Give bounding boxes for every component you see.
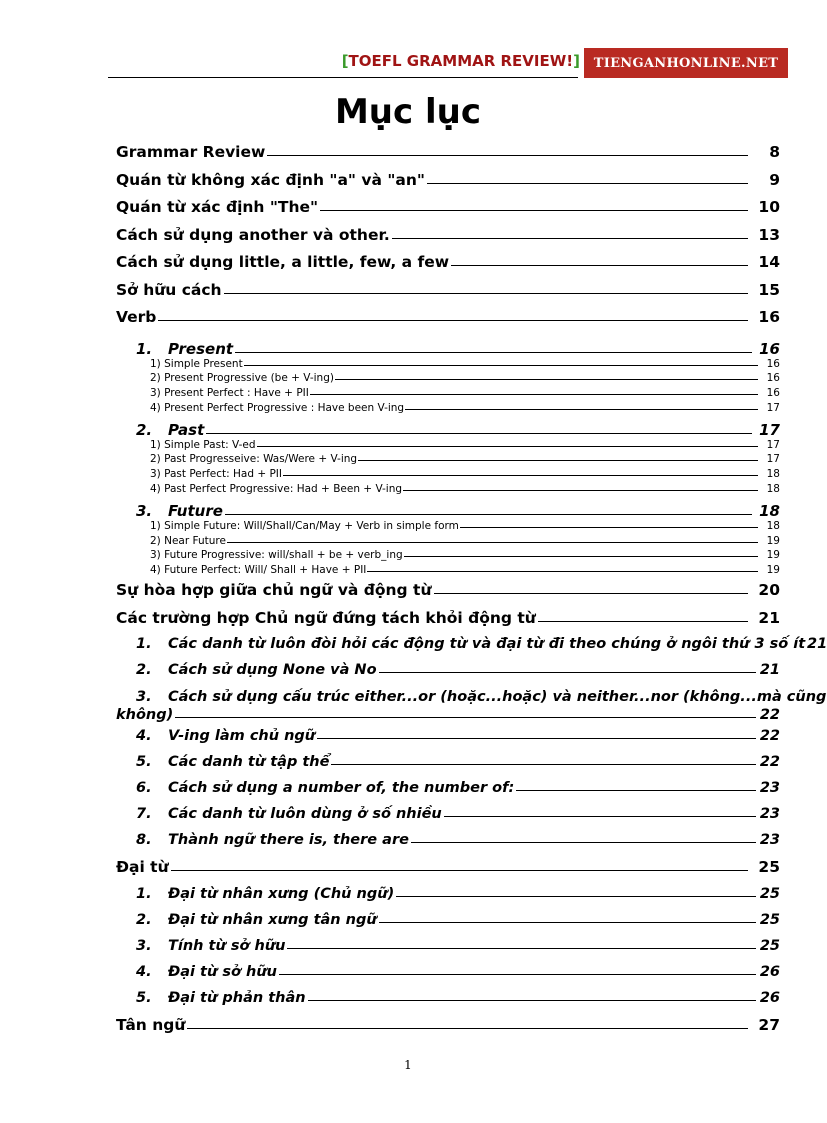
leader-line bbox=[392, 238, 748, 239]
toc-item[interactable]: 2) Past Progresseive: Was/Were + V-ing 17 bbox=[150, 453, 780, 466]
toc-subsection[interactable]: 4. V-ing làm chủ ngữ 22 bbox=[136, 728, 780, 745]
toc-subsection[interactable]: 3. Tính từ sở hữu 25 bbox=[136, 937, 780, 954]
site-badge: TIENGANHONLINE.NET bbox=[584, 48, 788, 78]
toc-entry[interactable]: Sở hữu cách 15 bbox=[116, 280, 780, 299]
leader-line bbox=[335, 379, 758, 380]
leader-line bbox=[331, 764, 756, 765]
leader-line bbox=[516, 790, 756, 791]
toc-subsection[interactable]: 1. Đại từ nhân xưng (Chủ ngữ) 25 bbox=[136, 885, 780, 902]
leader-line bbox=[310, 394, 758, 395]
leader-line bbox=[187, 1028, 748, 1029]
leader-line bbox=[434, 593, 749, 594]
toc-entry[interactable]: Cách sử dụng little, a little, few, a few 14 bbox=[116, 253, 780, 271]
toc-item[interactable]: 1) Simple Present 16 bbox=[150, 357, 780, 370]
toc-entry[interactable]: Sự hòa hợp giữa chủ ngữ và động từ 20 bbox=[116, 581, 780, 600]
toc-item[interactable]: 4) Past Perfect Progressive: Had + Been + V-ing 18 bbox=[150, 483, 780, 496]
leader-line bbox=[225, 514, 752, 515]
toc-item[interactable]: 3) Future Progressive: will/shall + be + verb_ing 19 bbox=[150, 549, 780, 562]
toc-subsection[interactable]: 5. Đại từ phản thân 26 bbox=[136, 989, 780, 1006]
leader-line bbox=[451, 265, 748, 266]
toc-subsection[interactable]: 1. Present 16 bbox=[136, 339, 780, 358]
table-of-contents bbox=[116, 143, 827, 1043]
toc-item[interactable]: 2) Near Future 19 bbox=[150, 534, 780, 547]
toc-subsection[interactable]: 2. Cách sử dụng None và No 21 bbox=[136, 662, 780, 679]
leader-line bbox=[538, 621, 748, 622]
leader-line bbox=[257, 446, 758, 447]
leader-line bbox=[287, 948, 756, 949]
leader-line bbox=[308, 1000, 756, 1001]
header-title: [TOEFL GRAMMAR REVIEW!] bbox=[341, 52, 580, 70]
leader-line bbox=[267, 155, 748, 156]
toc-entry[interactable]: Quán từ xác định "The" 10 bbox=[116, 198, 780, 216]
header-rule bbox=[108, 77, 578, 78]
leader-line bbox=[171, 870, 748, 871]
leader-line bbox=[158, 320, 748, 321]
toc-entry[interactable]: Verb 16 bbox=[116, 308, 780, 326]
toc-entry[interactable]: Các trường hợp Chủ ngữ đứng tách khỏi động từ 21 bbox=[116, 608, 780, 627]
toc-subsection[interactable]: 7. Các danh từ luôn dùng ở số nhiều 23 bbox=[136, 806, 780, 823]
toc-item[interactable]: 1) Simple Past: V-ed 17 bbox=[150, 438, 780, 451]
leader-line bbox=[444, 816, 756, 817]
leader-line bbox=[227, 542, 758, 543]
toc-item[interactable]: 2) Present Progressive (be + V-ing) 16 bbox=[150, 372, 780, 385]
leader-line bbox=[244, 365, 758, 366]
toc-subsection[interactable]: 6. Cách sử dụng a number of, the number of: 23 bbox=[136, 780, 780, 797]
leader-line bbox=[427, 183, 748, 184]
leader-line bbox=[235, 352, 752, 353]
leader-line bbox=[411, 842, 756, 843]
leader-line bbox=[404, 556, 758, 557]
toc-entry[interactable]: Cách sử dụng another và other. 13 bbox=[116, 225, 780, 244]
page-title: Mục lục bbox=[334, 92, 482, 132]
toc-entry[interactable]: Tân ngữ 27 bbox=[116, 1015, 780, 1034]
leader-line bbox=[224, 293, 748, 294]
toc-item[interactable]: 4) Future Perfect: Will/ Shall + Have + PII 19 bbox=[150, 564, 780, 577]
toc-subsection[interactable]: 2. Past 17 bbox=[136, 420, 780, 439]
toc-subsection[interactable]: 2. Đại từ nhân xưng tân ngữ 25 bbox=[136, 911, 780, 928]
leader-line bbox=[358, 460, 758, 461]
leader-line bbox=[317, 738, 756, 739]
toc-entry[interactable]: Quán từ không xác định "a" và "an" 9 bbox=[116, 170, 780, 189]
leader-line bbox=[206, 433, 752, 434]
toc-subsection[interactable]: 1. Các danh từ luôn đòi hỏi các động từ và đại từ đi theo chúng ở ngôi thứ 3 số ít 21 bbox=[136, 636, 827, 653]
toc-subsection[interactable]: 8. Thành ngữ there is, there are 23 bbox=[136, 832, 780, 849]
leader-line bbox=[379, 922, 756, 923]
leader-line bbox=[279, 974, 756, 975]
toc-item[interactable]: 3) Present Perfect : Have + PII 16 bbox=[150, 387, 780, 400]
page-number: 1 bbox=[404, 1058, 412, 1072]
toc-subsection[interactable]: 5. Các danh từ tập thể 22 bbox=[136, 754, 780, 771]
leader-line bbox=[320, 210, 748, 211]
toc-item[interactable]: 4) Present Perfect Progressive : Have been V-ing 17 bbox=[150, 401, 780, 414]
leader-line bbox=[405, 409, 758, 410]
leader-line bbox=[283, 475, 758, 476]
toc-subsection[interactable]: 3. Cách sử dụng cấu trúc either...or (hoặc...hoặc) và neither...nor (không...mà cũng không) 22 bbox=[116, 689, 827, 724]
leader-line bbox=[379, 672, 756, 673]
leader-line bbox=[396, 896, 756, 897]
leader-line bbox=[175, 717, 756, 718]
toc-entry[interactable]: Grammar Review 8 bbox=[116, 143, 780, 161]
page-header bbox=[108, 48, 788, 78]
leader-line bbox=[460, 527, 758, 528]
leader-line bbox=[367, 571, 758, 572]
toc-subsection[interactable]: 4. Đại từ sở hữu 26 bbox=[136, 963, 780, 980]
toc-item[interactable]: 3) Past Perfect: Had + PII 18 bbox=[150, 468, 780, 481]
toc-subsection[interactable]: 3. Future 18 bbox=[136, 501, 780, 520]
toc-item[interactable]: 1) Simple Future: Will/Shall/Can/May + Verb in simple form 18 bbox=[150, 519, 780, 532]
leader-line bbox=[403, 490, 758, 491]
toc-entry[interactable]: Đại từ 25 bbox=[116, 858, 780, 877]
